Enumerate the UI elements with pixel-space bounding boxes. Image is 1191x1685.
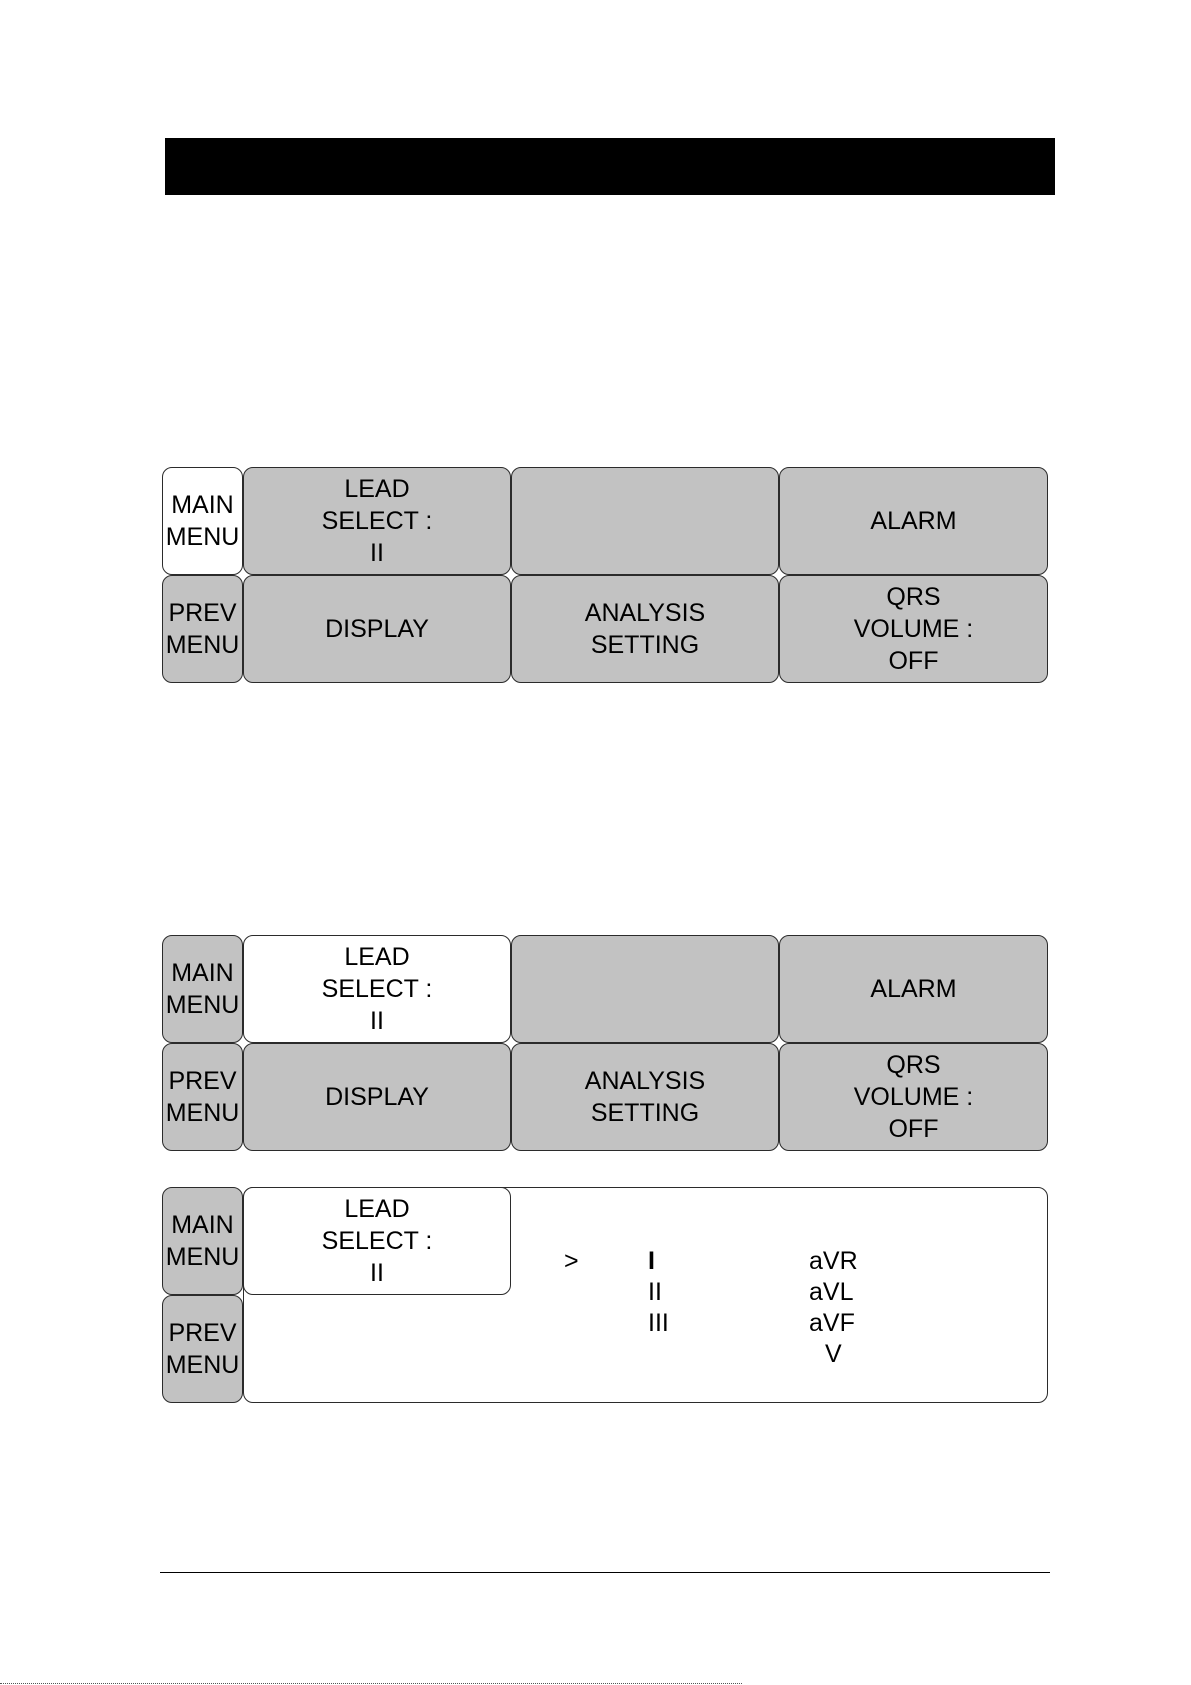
lead-select-button[interactable]: LEAD SELECT : II xyxy=(243,467,511,575)
lead-option-iii[interactable]: III xyxy=(648,1309,669,1337)
lead-select-button[interactable]: LEAD SELECT : II xyxy=(243,935,511,1043)
main-menu-button[interactable]: MAIN MENU xyxy=(162,467,243,575)
alarm-button[interactable]: ALARM xyxy=(779,935,1048,1043)
lead-option-avr[interactable]: aVR xyxy=(809,1247,858,1275)
display-button[interactable]: DISPLAY xyxy=(243,575,511,683)
main-menu-button[interactable]: MAIN MENU xyxy=(162,1187,243,1295)
qrs-volume-button[interactable]: QRS VOLUME : OFF xyxy=(779,1043,1048,1151)
lead-option-ii[interactable]: II xyxy=(648,1278,662,1306)
lead-option-avf[interactable]: aVF xyxy=(809,1309,855,1337)
prev-menu-button[interactable]: PREV MENU xyxy=(162,1295,243,1403)
menu-panel-default xyxy=(162,467,1048,683)
lead-option-v[interactable]: V xyxy=(825,1340,842,1368)
menu-panel-lead-highlight xyxy=(162,935,1048,1151)
main-menu-button[interactable]: MAIN MENU xyxy=(162,935,243,1043)
prev-menu-button[interactable]: PREV MENU xyxy=(162,1043,243,1151)
analysis-setting-button[interactable]: ANALYSIS SETTING xyxy=(511,1043,779,1151)
qrs-volume-button[interactable]: QRS VOLUME : OFF xyxy=(779,575,1048,683)
blank-button[interactable] xyxy=(511,935,779,1043)
analysis-setting-button[interactable]: ANALYSIS SETTING xyxy=(511,575,779,683)
page-edge-dotted-line xyxy=(0,1683,742,1684)
menu-panel-lead-options xyxy=(162,1187,1048,1403)
prev-menu-button[interactable]: PREV MENU xyxy=(162,575,243,683)
blank-button[interactable] xyxy=(511,467,779,575)
lead-select-button[interactable]: LEAD SELECT : II xyxy=(243,1187,511,1295)
display-button[interactable]: DISPLAY xyxy=(243,1043,511,1151)
selection-cursor: > xyxy=(564,1247,579,1275)
section-title-bar xyxy=(165,138,1055,195)
lead-option-avl[interactable]: aVL xyxy=(809,1278,854,1306)
alarm-button[interactable]: ALARM xyxy=(779,467,1048,575)
footer-rule xyxy=(160,1572,1050,1573)
lead-option-i[interactable]: I xyxy=(648,1247,655,1275)
